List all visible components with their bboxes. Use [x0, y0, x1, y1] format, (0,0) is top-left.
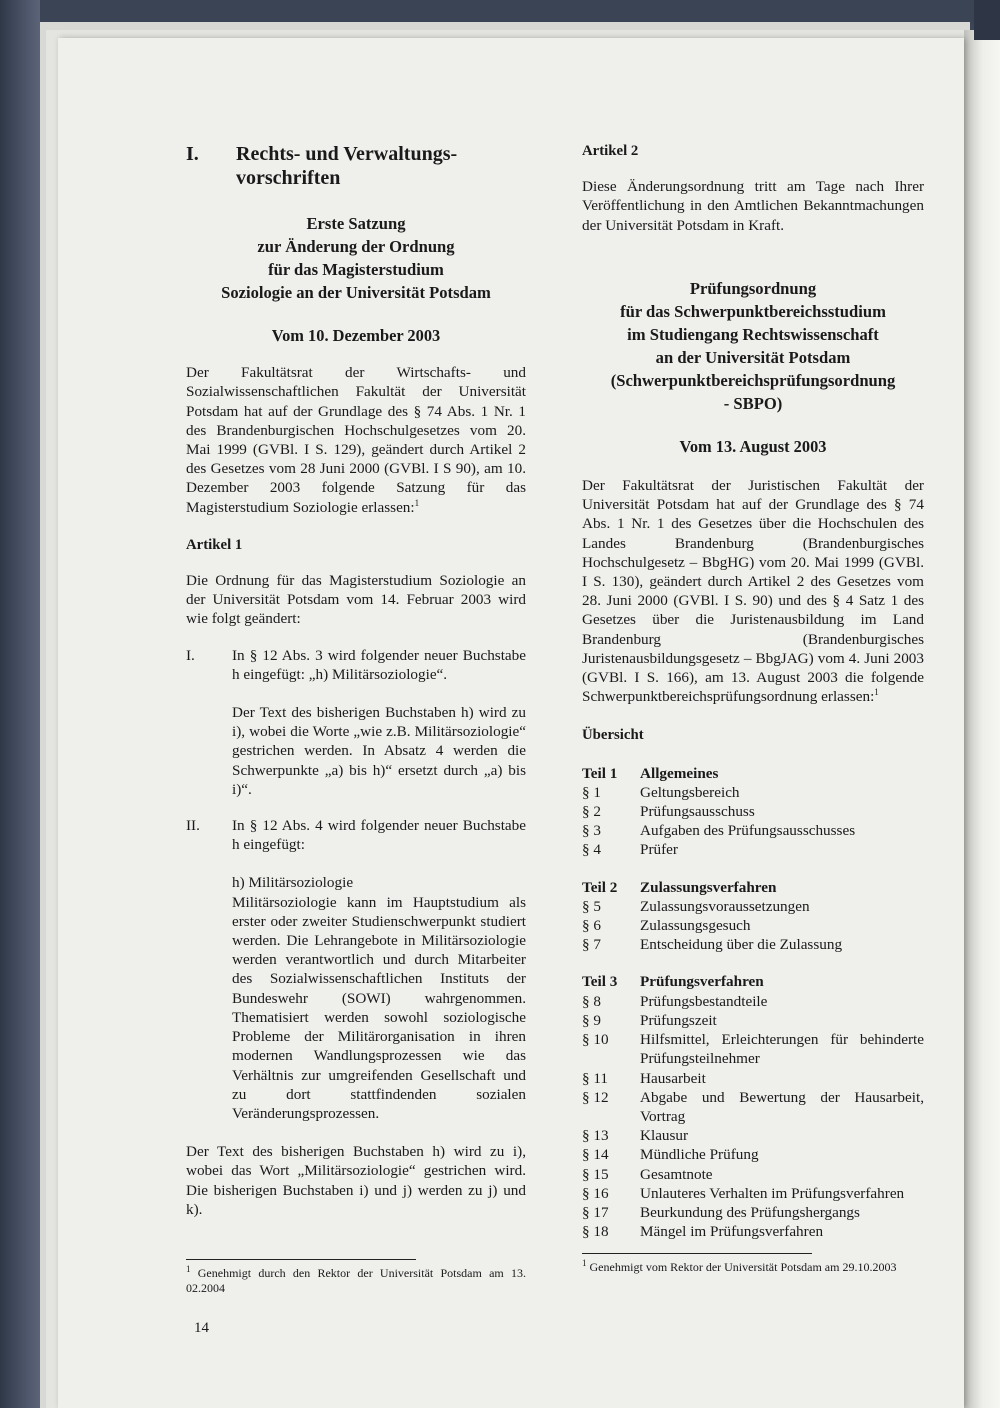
- binder-edge: [0, 0, 40, 1408]
- toc-row: § 4 Prüfer: [582, 841, 678, 859]
- toc-row: § 2 Prüfungsausschuss: [582, 803, 755, 821]
- satzung-title-3: für das Magisterstudium: [268, 260, 444, 279]
- footnote-right: $^1$ Genehmigt vom Rektor der Universität Potsdam am 29.10.2003: [582, 1258, 897, 1275]
- next-page-edge: [964, 30, 1000, 1408]
- artikel-1-text: Die Ordnung für das Magisterstudium Soziologie an der Universität Potsdam vom 14. Februar 2003 wird wie folgt geändert:: [186, 572, 526, 628]
- po-title-1: Prüfungsordnung: [689, 278, 817, 298]
- amendment-2-sub-title: h) Militärsoziologie: [232, 874, 354, 892]
- section-heading: [186, 142, 526, 190]
- toc-row: § 14 Mündliche Prüfung: [582, 1146, 759, 1164]
- toc-row: § 15 Gesamtnote: [582, 1165, 713, 1183]
- toc-row: § 13 Klausur: [582, 1127, 689, 1145]
- satzung-intro: Der Fakultätsrat der Wirtschafts- und Sozialwissenschaftlichen Fakultät der Universität Potsdam hat auf der Grundlage des § 74 Abs. 1 Nr. 1 des Brandenburgischen Hochschulgesetzes vom 20. Mai 1999 (GVBl. I S. 129), geändert durch Artikel 2 des Gesetzes vom 28 Juni 2000 (GVBl. I S 90), am 10. Dezember 2003 folgende Satzung für das Magisterstudium Soziologie erlassen:$^1$: [186, 364, 526, 516]
- po-title-5: (Schwerpunktbereichsprüfungsordnung: [610, 370, 896, 390]
- toc-row: § 7 Entscheidung über die Zulassung: [582, 936, 843, 954]
- satzung-title-1: Erste Satzung: [306, 214, 406, 233]
- artikel-2-title: Artikel 2: [582, 143, 639, 159]
- closing-text: Der Text des bisherigen Buchstaben h) wird zu i), wobei das Wort „Militärsoziologie“ gestrichen wird. Die bisherigen Buchstaben i) und j) werden zu j) und k).: [186, 1143, 526, 1218]
- footnote-left: $^1$ Genehmigt durch den Rektor der Universität Potsdam am 13. 02.2004: [186, 1263, 526, 1295]
- po-intro: Der Fakultätsrat der Juristischen Fakultät der Universität Potsdam hat auf der Grundlage des § 74 Abs. 1 Nr. 1 des Gesetzes über die Hochschulen des Landes Brandenburg (Brandenburgisches Hochschulgesetz – BbgHG) vom 20. Mai 1999 (GVBl. I S. 130), geändert durch Artikel 2 des Gesetzes vom 28. Juni 2000 (GVBl. I S. 90) und des § 4 Satz 1 des Gesetzes über die Juristenausbildung im Land Brandenburg (Brandenburgisches Juristenausbildungsgesetz – BbgJAG) vom 4. Juni 2003 (GVBl. I S. 166), am 13. August 2003 die folgende Schwerpunktbereichsprüfungsordnung erlassen:$^1$: [582, 477, 924, 706]
- amendment-item-1: I. In § 12 Abs. 3 wird folgender neuer Buchstabe h eingefügt: „h) Militärsoziologie“. Der Text des bisherigen Buchstaben h) wird zu i), wobei die Worte „wie z.B. Militärsoziologie“ gestrichen werden. In Absatz 4 werden die Schwerpunkte „a) bis h)“ ersetzt durch „a) bis i)“.: [186, 646, 526, 798]
- toc-row: § 10 Hilfsmittel, Erleichterungen für behinderte Prüfungsteilnehmer: [582, 1031, 924, 1068]
- artikel-1-title: Artikel 1: [186, 536, 243, 553]
- toc-row: § 3 Aufgaben des Prüfungsausschusses: [582, 822, 856, 840]
- scanner-frame-top: [0, 0, 1000, 24]
- satzung-title-2: zur Änderung der Ordnung: [257, 237, 455, 256]
- left-column: [186, 142, 526, 1296]
- toc-row: § 1 Geltungsbereich: [582, 783, 740, 801]
- toc-teil-2: Teil 2 Zulassungsverfahren § 5 Zulassungsvoraussetzungen § 6 Zulassungsgesuch § 7 Entscheidung über die Zulassung: [582, 878, 924, 955]
- amendment-2-sub-text: Militärsoziologie kann im Hauptstudium als erster oder zweiter Studienschwerpunkt studiert werden. Die Lehrangebote in Militärsoziologie werden verantwortlich und durch Mitarbeiter des Sozialwissenschaftlichen Instituts der Bundeswehr (SOWI) wahrgenommen. Thematisiert werden sowohl soziologische Probleme der Militärorganisation in ihren modernen Wandlungsprozessen wie das Verhältnis zur umgreifenden Gesellschaft und zu dort stattfindenden sozialen Veränderungsprozessen.: [232, 893, 526, 1122]
- right-column: [582, 142, 924, 1275]
- section-title: Rechts- und Verwaltungs-vorschriften: [236, 143, 458, 189]
- page-number: 14: [194, 1320, 209, 1336]
- amendment-1-text-2: Der Text des bisherigen Buchstaben h) wird zu i), wobei die Worte „wie z.B. Militärsoziologie“ gestrichen werden. In Absatz 4 werden die Schwerpunkte „a) bis h)“ ersetzt durch „a) bis i)“.: [232, 704, 526, 798]
- po-title-6: - SBPO): [723, 393, 783, 413]
- toc-teil-3: Teil 3 Prüfungsverfahren § 8 Prüfungsbestandteile § 9 Prüfungszeit § 10 Hilfsmittel, Erleichterungen für behinderte Prüfungsteilnehmer § 11 Hausarbeit § 12 Abgabe und Bewertung der Hausarbeit, Vortrag § 13 Klausur § 14 Mündliche Prüfung § 15 Gesamtnote § 16 Unlauteres Verhalten im Prüfungsverfahren § 17 Beurkundung des Prüfungshergangs § 18 Mängel im Prüfungsverfahren: [582, 973, 924, 1241]
- toc-row: § 9 Prüfungszeit: [582, 1011, 717, 1029]
- po-title-2: für das Schwerpunktbereichsstudium: [620, 301, 886, 321]
- toc-row: § 11 Hausarbeit: [582, 1069, 706, 1087]
- toc-row: § 18 Mängel im Prüfungsverfahren: [582, 1223, 824, 1241]
- satzung-title-4: Soziologie an der Universität Potsdam: [221, 283, 491, 302]
- amendment-2-text: In § 12 Abs. 4 wird folgender neuer Buchstabe h eingefügt:: [232, 817, 526, 854]
- amendment-item-2: II. In § 12 Abs. 4 wird folgender neuer Buchstabe h eingefügt: h) Militärsoziologie Militärsoziologie kann im Hauptstudium als erster oder zweiter Studienschwerpunkt studiert werden. Die Lehrangebote in Militärsoziologie werden verantwortlich und durch Mitarbeiter des Sozialwissenschaftlichen Instituts der Bundeswehr (SOWI) wahrgenommen. Thematisiert werden sowohl soziologische Probleme der Militärorganisation in ihren modernen Wandlungsprozessen wie das Verhältnis zur umgreifenden Gesellschaft und zu dort stattfindenden sozialen Veränderungsprozessen.: [186, 817, 526, 1122]
- po-title-3: im Studiengang Rechtswissenschaft: [627, 324, 879, 344]
- toc-row: § 12 Abgabe und Bewertung der Hausarbeit, Vortrag: [582, 1088, 924, 1125]
- toc-row: § 17 Beurkundung des Prüfungshergangs: [582, 1203, 860, 1221]
- toc-row: § 6 Zulassungsgesuch: [582, 917, 751, 935]
- toc-row: § 16 Unlauteres Verhalten im Prüfungsverfahren: [582, 1184, 905, 1202]
- po-date: Vom 13. August 2003: [679, 436, 827, 456]
- amendment-1-text: In § 12 Abs. 3 wird folgender neuer Buchstabe h eingefügt: „h) Militärsoziologie“.: [232, 646, 526, 683]
- toc-teil-1: Teil 1 Allgemeines § 1 Geltungsbereich § 2 Prüfungsausschuss § 3 Aufgaben des Prüfungsausschusses § 4 Prüfer: [582, 764, 924, 860]
- toc-row: § 8 Prüfungsbestandteile: [582, 992, 768, 1010]
- section-number: I.: [186, 143, 199, 165]
- artikel-2-text: Diese Änderungsordnung tritt am Tage nach Ihrer Veröffentlichung in den Amtlichen Bekanntmachungen der Universität Potsdam in Kraft.: [582, 178, 924, 234]
- satzung-date: Vom 10. Dezember 2003: [271, 326, 441, 345]
- po-title-4: an der Universität Potsdam: [655, 347, 851, 367]
- scanner-frame-corner: [974, 0, 1000, 40]
- uebersicht-title: Übersicht: [582, 727, 644, 744]
- toc-row: § 5 Zulassungsvoraussetzungen: [582, 897, 810, 915]
